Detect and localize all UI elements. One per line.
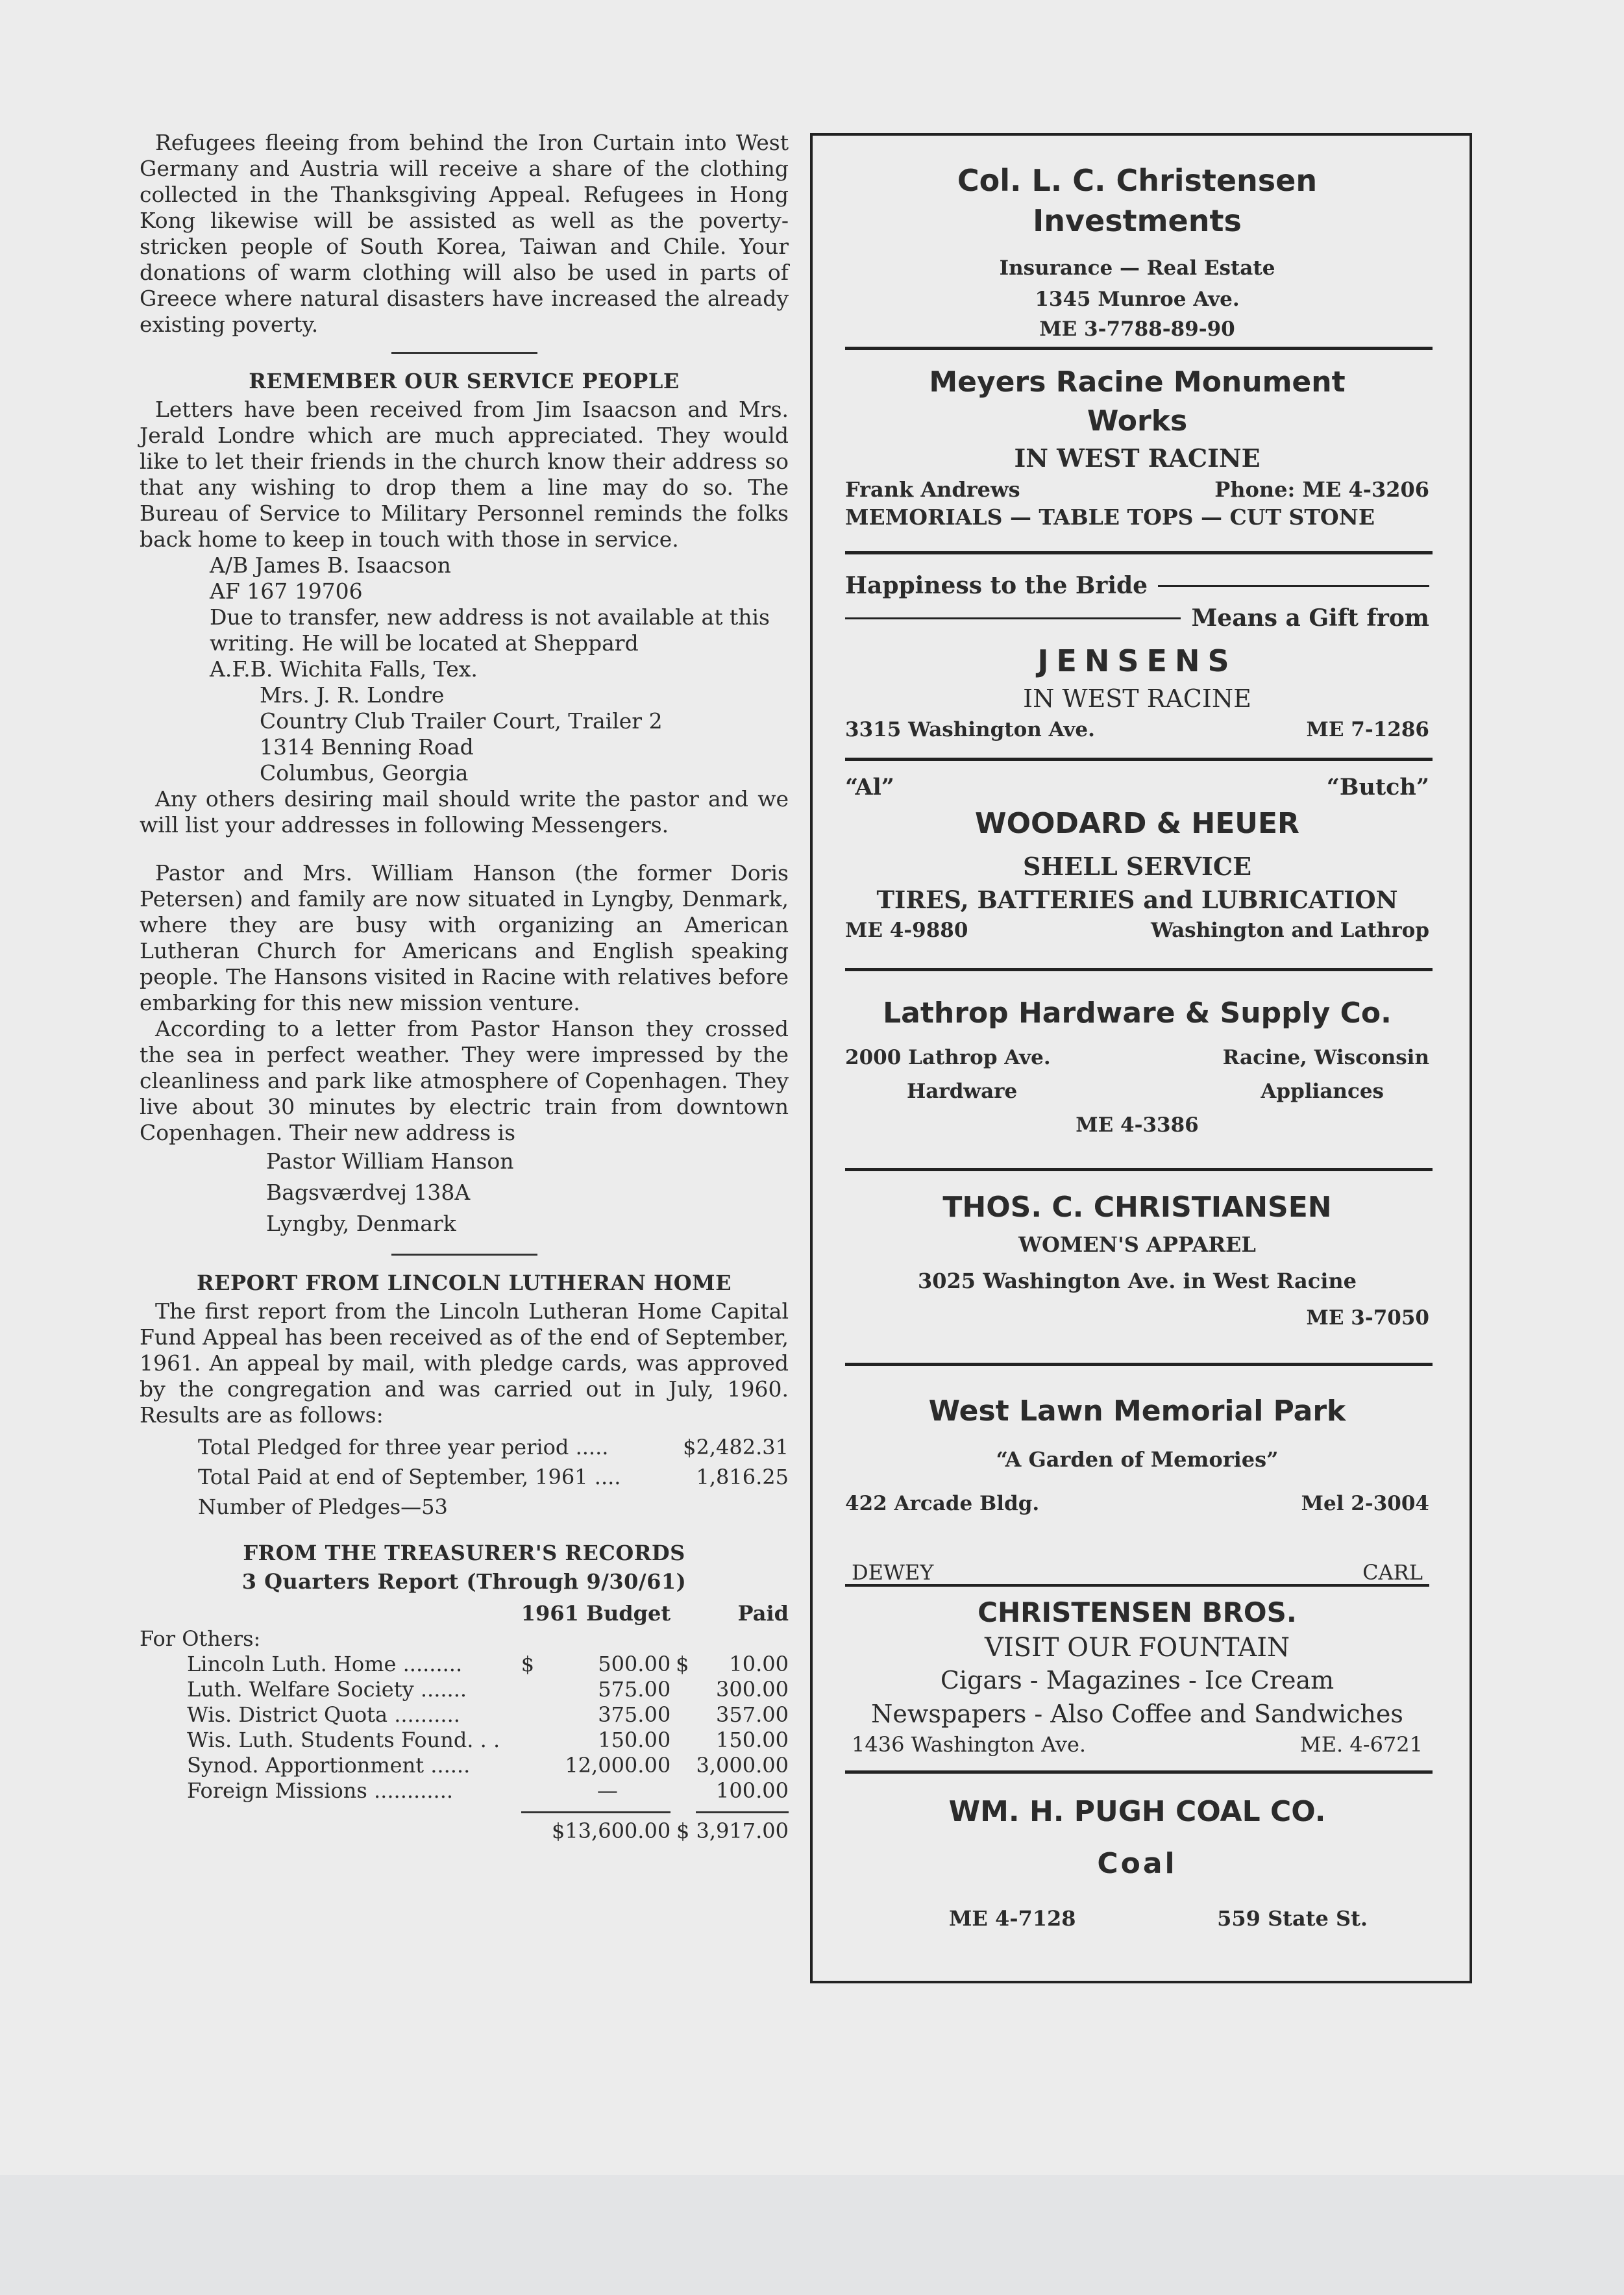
ad-row	[845, 1041, 1429, 1074]
paid-value: 100.00	[716, 1778, 789, 1803]
row-label: Foreign Missions ............	[187, 1778, 454, 1803]
paid-value: 357.00	[716, 1702, 789, 1727]
ad-name: JENSENS	[1037, 643, 1237, 678]
ad-divider	[845, 968, 1433, 971]
budget-value: 150.00	[598, 1728, 671, 1752]
lincoln-value	[683, 1492, 789, 1522]
ad-name: Meyers Racine Monument	[929, 366, 1346, 399]
londre-address	[260, 682, 789, 786]
table-row	[140, 1652, 789, 1677]
ad-contact-row	[845, 476, 1429, 503]
paid-prefix	[671, 1677, 696, 1702]
lincoln-label: Total Pledged for three year period .....	[198, 1435, 609, 1459]
ad-nickname: DEWEY	[852, 1560, 934, 1585]
ad-lathrop-hardware	[845, 993, 1429, 1142]
ad-divider	[845, 551, 1433, 554]
ad-line: Means a Gift from	[1191, 604, 1429, 632]
budget-value: —	[597, 1778, 618, 1803]
service-heading: REMEMBER OUR SERVICE PEOPLE	[249, 369, 680, 393]
ad-contact-row	[845, 715, 1429, 745]
paid-value: 300.00	[716, 1677, 789, 1702]
budget-prefix	[521, 1677, 545, 1702]
address-line: Pastor William Hanson	[266, 1148, 514, 1174]
hanson-paragraph-1: Pastor and Mrs. William Hanson (the former Doris Petersen) and family are now situated in Lyngby, Denmark, where they are busy with organizing an American Lutheran Church for Americans and English speaking people. The Hansons visited in Racine with relatives before embarking for this new mission venture.	[140, 860, 789, 1015]
lincoln-label: Total Paid at end of September, 1961 ....	[198, 1465, 621, 1489]
row-label: Wis. Luth. Students Found. . .	[187, 1728, 500, 1752]
ad-name: Lathrop Hardware & Supply Co.	[883, 997, 1392, 1030]
page-bottom-edge	[0, 2175, 1624, 2295]
for-others-label: For Others:	[140, 1626, 261, 1651]
ad-phone: ME 4-3386	[1076, 1113, 1199, 1137]
lincoln-row	[198, 1462, 789, 1492]
ad-divider	[845, 758, 1433, 761]
ad-line: Insurance — Real Estate	[999, 256, 1275, 280]
table-row	[140, 1728, 789, 1753]
ad-row	[845, 1074, 1429, 1108]
ad-phone: ME 3-7788-89-90	[1039, 317, 1235, 341]
ad-contact: Frank Andrews	[845, 477, 1020, 502]
row-label: Lincoln Luth. Home .........	[187, 1652, 463, 1676]
address-line: AF 167 19706	[210, 578, 363, 604]
paid-value: 3,000.00	[696, 1753, 789, 1778]
total-paid: $ 3,917.00	[676, 1818, 789, 1843]
total-budget: $13,600.00	[551, 1818, 671, 1843]
ad-name: WOODARD & HEUER	[975, 807, 1299, 840]
ad-city: Racine, Wisconsin	[1222, 1046, 1429, 1069]
column-budget: 1961 Budget	[521, 1601, 671, 1626]
ad-subtitle: Coal	[1097, 1847, 1177, 1880]
ad-name: Investments	[1033, 203, 1242, 238]
ad-west-lawn	[845, 1392, 1429, 1519]
ad-names-row	[845, 1561, 1429, 1587]
totals-row	[140, 1813, 789, 1844]
ad-line: 1345 Munroe Ave.	[1035, 288, 1240, 311]
ad-christensen-investments	[845, 160, 1429, 343]
budget-prefix	[521, 1702, 545, 1728]
budget-value: 12,000.00	[565, 1753, 671, 1778]
paid-prefix	[671, 1753, 696, 1778]
address-line: Bagsværdvej 138A	[266, 1180, 471, 1205]
ad-name: CHRISTENSEN BROS.	[978, 1596, 1297, 1628]
budget-value: 500.00	[598, 1652, 671, 1676]
lincoln-row	[198, 1432, 789, 1462]
ad-divider	[845, 1770, 1433, 1774]
column-paid: Paid	[737, 1601, 789, 1626]
refugees-paragraph: Refugees fleeing from behind the Iron Curtain into West Germany and Austria will receive a share of the clothing collected in the Thanksgiving Appeal. Refugees in Hong Kong likewise will be assisted as well as the poverty-stricken people of South Korea, Taiwan and Chile. Your donations of warm clothing will also be used in parts of Greece where natural disasters have increased the already existing poverty.	[140, 130, 789, 337]
ad-phone: ME 4-7128	[949, 1906, 1076, 1931]
ad-line: SHELL SERVICE	[1022, 852, 1252, 881]
ad-phone: Phone: ME 4-3206	[1214, 477, 1429, 502]
ad-woodard-heuer	[845, 772, 1429, 945]
left-column	[140, 130, 789, 1844]
divider	[391, 352, 537, 354]
ad-contact-row	[845, 1731, 1429, 1758]
ad-line: Newspapers - Also Coffee and Sandwiches	[871, 1700, 1403, 1728]
address-line: Mrs. J. R. Londre	[260, 682, 445, 708]
budget-prefix	[521, 1778, 545, 1804]
ad-names-row	[845, 772, 1429, 803]
budget-value: 575.00	[598, 1677, 671, 1702]
table-row	[140, 1702, 789, 1728]
lincoln-row	[198, 1492, 789, 1522]
treasurer-table	[140, 1601, 789, 1844]
address-line: 1314 Benning Road	[260, 734, 474, 760]
paid-prefix	[671, 1778, 696, 1804]
row-label: Wis. District Quota ..........	[187, 1702, 460, 1727]
ad-line: MEMORIALS — TABLE TOPS — CUT STONE	[845, 504, 1375, 530]
paid-prefix: $	[676, 1652, 689, 1676]
ad-divider	[845, 1363, 1433, 1366]
ad-thos-christiansen	[845, 1187, 1429, 1335]
ad-meyers-monument	[845, 363, 1429, 532]
ad-address: 559 State St.	[1217, 1906, 1368, 1931]
service-body: Letters have been received from Jim Isaacson and Mrs. Jerald Londre which are much appreciated. They would like to let their friends in the church know their address so that any wishing to drop them a line may do so. The Bureau of Service to Military Personnel reminds the folks back home to keep in touch with those in service.	[140, 397, 789, 552]
ad-phone: ME 4-9880	[845, 919, 968, 942]
divider	[391, 1254, 537, 1256]
ad-line: Appliances	[1261, 1080, 1384, 1103]
ad-name: THOS. C. CHRISTIANSEN	[942, 1191, 1332, 1224]
ad-name: West Lawn Memorial Park	[928, 1395, 1346, 1428]
ad-line: VISIT OUR FOUNTAIN	[984, 1633, 1290, 1663]
treasurer-heading: FROM THE TREASURER'S RECORDS	[243, 1541, 685, 1565]
hanson-address	[266, 1146, 789, 1239]
lincoln-heading: REPORT FROM LINCOLN LUTHERAN HOME	[197, 1271, 732, 1295]
advertisement-box	[810, 133, 1472, 1983]
paid-prefix	[671, 1728, 696, 1753]
lincoln-label: Number of Pledges—53	[198, 1495, 448, 1519]
ad-line: Cigars - Magazines - Ice Cream	[940, 1666, 1335, 1694]
ad-contact-row	[845, 916, 1429, 945]
ad-address: 1436 Washington Ave.	[852, 1732, 1087, 1757]
ad-name: Works	[1087, 404, 1188, 438]
table-row	[140, 1778, 789, 1804]
ad-line: Hardware	[907, 1080, 1018, 1103]
paid-value: 150.00	[716, 1728, 789, 1752]
ad-contact-row	[845, 1488, 1429, 1519]
ad-location: IN WEST RACINE	[1014, 443, 1261, 473]
ad-address: Washington and Lathrop	[1150, 919, 1429, 942]
ad-line: WOMEN'S APPAREL	[1018, 1232, 1256, 1257]
ad-divider	[845, 347, 1433, 350]
service-closing: Any others desiring mail should write the pastor and we will list your addresses in following Messengers.	[140, 786, 789, 837]
address-line: Due to transfer, new address is not available at this writing. He will be located at Sheppard	[210, 604, 770, 656]
ad-line: Happiness to the Bride	[845, 572, 1148, 599]
ad-rule	[845, 617, 1181, 619]
ad-location: IN WEST RACINE	[1023, 684, 1251, 713]
ad-name: WM. H. PUGH COAL CO.	[948, 1795, 1326, 1828]
address-line: Columbus, Georgia	[260, 760, 469, 786]
ad-name: Col. L. C. Christensen	[957, 163, 1318, 198]
ad-nickname: “Butch”	[1326, 774, 1429, 800]
paid-value: 10.00	[729, 1652, 789, 1676]
isaacson-address	[210, 552, 789, 682]
ad-phone: Mel 2-3004	[1301, 1492, 1429, 1515]
address-line: Lyngby, Denmark	[266, 1211, 456, 1236]
ad-christensen-bros	[845, 1561, 1429, 1758]
budget-prefix: $	[521, 1652, 535, 1676]
ad-address: 422 Arcade Bldg.	[845, 1492, 1040, 1515]
ad-jensens	[845, 569, 1429, 745]
ad-pugh-coal	[845, 1791, 1429, 1934]
ad-contact-row	[845, 1903, 1429, 1934]
ad-tagline: “A Garden of Memories”	[996, 1447, 1279, 1472]
ad-nickname: “Al”	[845, 774, 894, 800]
ad-divider	[845, 1168, 1433, 1171]
ad-address: 3025 Washington Ave. in West Racine	[918, 1269, 1357, 1293]
lincoln-results	[198, 1432, 789, 1522]
ad-phone: ME. 4-6721	[1299, 1732, 1423, 1757]
lincoln-value: $2,482.31	[683, 1435, 789, 1459]
table-row	[140, 1677, 789, 1702]
row-label: Synod. Apportionment ......	[187, 1753, 471, 1778]
lincoln-body: The first report from the Lincoln Lutheran Home Capital Fund Appeal has been received as of the end of September, 1961. An appeal by mail, with pledge cards, was approved by the congregation and was carried out in July, 1960. Results are as follows:	[140, 1298, 789, 1428]
ad-rule	[1158, 585, 1429, 587]
ad-phone: ME 7-1286	[1306, 718, 1429, 741]
row-label: Luth. Welfare Society .......	[187, 1677, 467, 1702]
hanson-paragraph-2: According to a letter from Pastor Hanson they crossed the sea in perfect weather. They were impressed by the cleanliness and park like atmosphere of Copenhagen. They live about 30 minutes by electric train from downtown Copenhagen. Their new address is	[140, 1016, 789, 1145]
table-row	[140, 1753, 789, 1778]
ad-address: 2000 Lathrop Ave.	[845, 1046, 1051, 1069]
lincoln-value: 1,816.25	[696, 1465, 789, 1489]
ad-top-row	[845, 569, 1429, 602]
budget-value: 375.00	[598, 1702, 671, 1727]
ad-nickname: CARL	[1362, 1560, 1423, 1585]
budget-prefix	[521, 1753, 545, 1778]
address-line: A.F.B. Wichita Falls, Tex.	[210, 656, 478, 682]
ad-mid-row	[845, 602, 1429, 634]
treasurer-subheading: 3 Quarters Report (Through 9/30/61)	[241, 1569, 687, 1594]
budget-prefix	[521, 1728, 545, 1753]
paid-prefix	[671, 1702, 696, 1728]
ad-address: 3315 Washington Ave.	[845, 718, 1095, 741]
ad-phone: ME 3-7050	[1306, 1306, 1429, 1330]
ad-line: TIRES, BATTERIES and LUBRICATION	[876, 886, 1398, 914]
address-line: A/B James B. Isaacson	[210, 552, 451, 578]
address-line: Country Club Trailer Court, Trailer 2	[260, 708, 663, 734]
